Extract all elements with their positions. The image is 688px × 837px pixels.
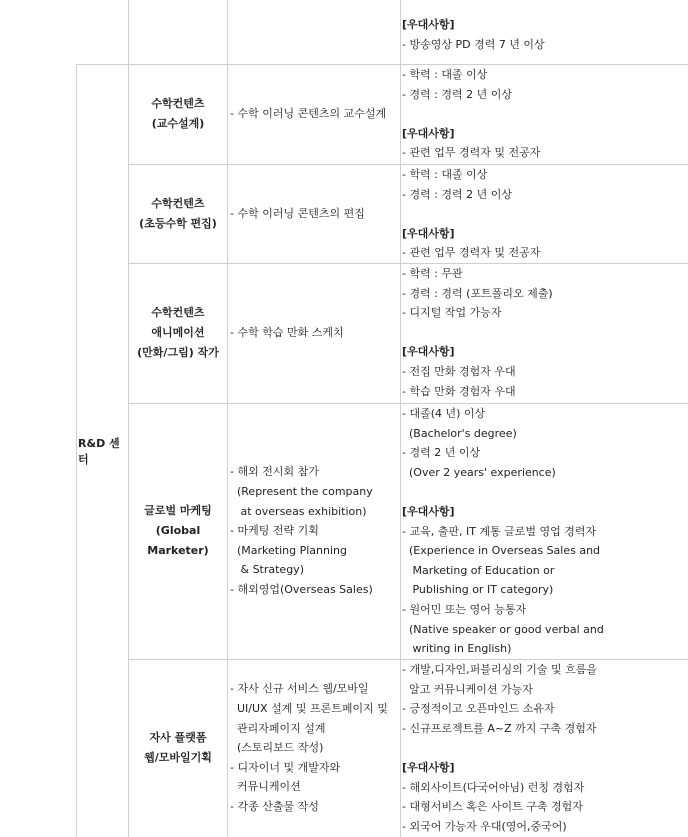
preferred-heading: [우대사항]	[402, 18, 455, 31]
requirement-line	[402, 482, 688, 502]
requirement-line: - 경력 2 년 이상	[402, 446, 481, 460]
requirement-line	[402, 204, 688, 224]
duty-line: - 해외 전시회 참가	[230, 465, 319, 479]
duty-line: (Represent the company	[230, 485, 373, 499]
duty-line: - 자사 신규 서비스 웹/모바일	[230, 682, 369, 696]
requirement-line: - 개발,디자인,퍼블리싱의 기술 및 흐름을	[402, 663, 597, 676]
requirements-cell	[400, 659, 688, 837]
duties-cell	[228, 64, 400, 164]
position-title-line: (Global Marketer)	[147, 524, 209, 557]
position-title	[129, 0, 227, 64]
duties-cell	[228, 659, 400, 837]
duty-line: - 디자이너 및 개발자와	[230, 760, 341, 774]
requirement-line: - 방송영상 PD 경력 7 년 이상	[402, 37, 545, 51]
requirements-cell	[400, 164, 688, 263]
duties-cell	[228, 164, 400, 263]
department-label: R&D 센터	[78, 436, 120, 466]
preferred-heading: [우대사항]	[402, 226, 455, 240]
requirement-line: - 경력 : 경력 2 년 이상	[402, 187, 513, 201]
requirement-line: - 학력 : 대졸 이상	[402, 68, 488, 81]
position-title-line: 자사 플랫폼	[149, 731, 207, 744]
column-divider	[76, 64, 77, 837]
requirement-line	[402, 323, 688, 343]
requirement-line: - 학습 만화 경험자 우대	[402, 384, 516, 398]
duty-line: - 수학 이러닝 콘텐츠의 교수설계	[230, 107, 387, 121]
duty-line: (스토리보드 작성)	[230, 741, 324, 755]
duty-line: at overseas exhibition)	[230, 504, 367, 518]
duties-cell	[228, 403, 400, 659]
preferred-heading: [우대사항]	[402, 504, 455, 518]
position-title-line: (초등수학 편집)	[139, 216, 217, 230]
requirements-cell	[400, 403, 688, 659]
duty-line: - 수학 학습 만화 스케치	[230, 326, 344, 340]
duties-cell	[228, 263, 400, 403]
requirement-line: (Over 2 years' experience)	[402, 465, 556, 479]
duty-line: UI/UX 설계 및 프론트페이지 및	[230, 702, 388, 716]
requirement-line: (Bachelor's degree)	[402, 426, 517, 440]
requirement-line: - 학력 : 대졸 이상	[402, 168, 488, 181]
preferred-heading: [우대사항]	[402, 345, 455, 359]
requirements-cell	[400, 263, 688, 403]
position-title	[129, 164, 227, 263]
requirement-line: - 관련 업무 경력자 및 전공자	[402, 146, 541, 160]
requirement-line: - 전집 만화 경험자 우대	[402, 364, 516, 378]
requirements-cell	[400, 64, 688, 164]
preferred-heading: [우대사항]	[402, 126, 455, 140]
position-title-line: (만화/그림) 작가	[137, 346, 219, 359]
position-title-line: 수학컨텐츠	[151, 306, 205, 319]
position-title-line: (교수설계)	[151, 117, 205, 130]
requirement-line: Publishing or IT category)	[402, 583, 554, 597]
requirement-line: - 경력 : 경력 2 년 이상	[402, 87, 513, 101]
requirement-line: - 대형서비스 혹은 사이트 구축 경험자	[402, 800, 583, 814]
duty-line: - 마케팅 전략 기획	[230, 524, 319, 538]
position-title-line: 글로벌 마케팅	[144, 504, 212, 517]
duty-line: (Marketing Planning	[230, 543, 347, 557]
requirements-cell	[400, 0, 688, 64]
requirement-line: 알고 커뮤니케이션 가능자	[402, 682, 533, 696]
requirement-line	[402, 738, 688, 758]
requirement-line: writing in English)	[402, 642, 512, 656]
requirement-line: - 대졸(4 년) 이상	[402, 407, 486, 420]
requirement-line: - 외국어 가능자 우대(영어,중국어)	[402, 819, 567, 833]
requirement-line: (Experience in Overseas Sales and	[402, 544, 601, 558]
duties-cell	[228, 0, 400, 64]
requirement-line: - 경력 : 경력 (포트폴리오 제출)	[402, 286, 553, 300]
duty-line: 관리자페이지 설계	[230, 721, 326, 735]
requirement-line: - 관련 업무 경력자 및 전공자	[402, 246, 541, 260]
requirement-line: - 디지털 작업 가능자	[402, 306, 502, 320]
duty-line: & Strategy)	[230, 563, 304, 577]
position-title	[129, 403, 227, 659]
preferred-heading: [우대사항]	[402, 760, 455, 774]
position-title-line: 애니메이션	[151, 326, 205, 339]
position-title	[129, 263, 227, 403]
duty-line: 커뮤니케이션	[230, 780, 301, 794]
position-title-line: 웹/모바일기획	[144, 751, 212, 764]
requirement-line: - 긍정적이고 오픈마인드 소유자	[402, 702, 555, 716]
requirement-line	[402, 104, 688, 124]
position-title-line: 수학컨텐츠	[151, 196, 205, 210]
requirement-line: Marketing of Education or	[402, 563, 555, 577]
position-title-line: 수학컨텐츠	[151, 97, 205, 110]
requirement-line: - 교육, 출판, IT 계통 글로벌 영업 경력자	[402, 524, 597, 538]
requirement-line: (Native speaker or good verbal and	[402, 622, 604, 636]
requirement-line: - 해외사이트(다국어아님) 런칭 경험자	[402, 780, 585, 794]
requirement-line: - 학력 : 무관	[402, 267, 463, 280]
duty-line: - 수학 이러닝 콘텐츠의 편집	[230, 206, 365, 220]
position-title	[129, 659, 227, 837]
requirement-line: - 신규프로젝트를 A~Z 까지 구축 경험자	[402, 721, 597, 735]
duty-line: - 해외영업(Overseas Sales)	[230, 582, 373, 596]
requirement-line: - 원어민 또는 영어 능통자	[402, 602, 527, 616]
duty-line: - 각종 산출물 작성	[230, 799, 319, 813]
position-title	[129, 64, 227, 164]
